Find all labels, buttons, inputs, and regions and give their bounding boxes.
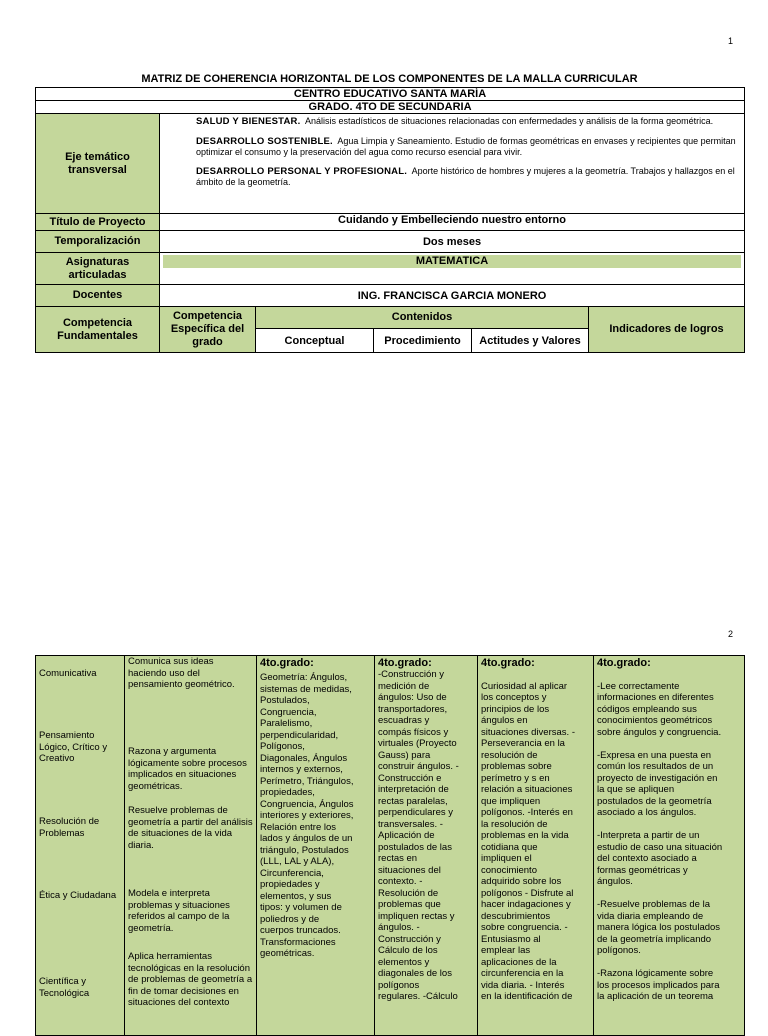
competencia-resolucion: Resolución de Problemas (39, 816, 100, 839)
actitudes-text: Curiosidad al aplicar los conceptos y principios de los ángulos en situaciones diversas. - Perseverancia en la resolución de problemas sobre perímetro y s en relación a situaciones que impliquen polígonos. -Interés en la resolución de problemas en la vida cotidiana que impliquen el conocimiento adquirido sobre los polígonos - Disfrute al hacer indagaciones y descubrimientos sobre congruencia. - Entusiasmo al emplear las aplicaciones de la circunferencia en la vida diaria. - Interés en la identificación de (481, 680, 575, 1002)
conceptual-cell (257, 656, 375, 1036)
asignaturas-label: Asignaturas articuladas (36, 253, 160, 285)
procedimiento-cell (375, 656, 478, 1036)
content-table (35, 655, 745, 1036)
col-competencia-fundamental: Competencia Fundamentales (36, 307, 160, 353)
eje-label: Eje temático transversal (36, 114, 160, 214)
docentes-value: ING. FRANCISCA GARCIA MONERO (160, 285, 745, 307)
asignaturas-cell (160, 253, 745, 285)
competencia-comunicativa: Comunicativa (39, 668, 97, 679)
col-competencia-especifica: Competencia Específica del grado (160, 307, 256, 353)
grade-title: GRADO. 4TO DE SECUNDARIA (36, 101, 745, 114)
especifica-3: Resuelve problemas de geometría a partir del análisis de situaciones de la vida diaria. (128, 805, 253, 851)
document-title: MATRIZ DE COHERENCIA HORIZONTAL DE LOS COMPONENTES DE LA MALLA CURRICULAR (141, 73, 638, 85)
competencias-especificas-cell (125, 656, 257, 1036)
indicadores-cell (594, 656, 745, 1036)
col-indicadores: Indicadores de logros (589, 307, 745, 353)
actitudes-cell (478, 656, 594, 1036)
procedimiento-text: -Construcción y medición de ángulos: Uso de transportadores, escuadras y compás físicos y virtuales (Proyecto Gauss) para construir ángulos. - Construcción e interpretación de rectas paralelas, perpendiculares y transversales. - Aplicación de postulados de las rectas en situaciones del contexto. - Resolución de problemas que impliquen rectas y ángulos. - Construcción y Cálculo de los elementos y diagonales de los polígonos regulares. -Cálculo (378, 669, 459, 1002)
col-actitudes: Actitudes y Valores (472, 329, 589, 353)
page-number: 1 (728, 36, 734, 46)
grade-label-conceptual: 4to.grado: (260, 657, 314, 669)
conceptual-text: Geometría: Ángulos, sistemas de medidas, Postulados, Congruencia, Paralelismo, perpendicularidad, Polígonos, Diagonales, Ángulos internos y externos, Perímetro, Triángulos, propiedades, Congruencia, Ángulos interiores y exteriores, Relación entre los lados y ángulos de un triángulo, Postulados (LLL, LAL y ALA), Circunferencia, propiedades y elementos, y sus tipos: y volumen de poliedros y de cuerpos truncados. Transformaciones geométricas. (260, 672, 354, 959)
grade-label-actitudes: 4to.grado: (481, 657, 535, 669)
titulo-label: Título de Proyecto (36, 214, 160, 231)
asignatura-value: MATEMATICA (163, 255, 741, 268)
eje-item-sostenible: DESARROLLO SOSTENIBLE. Agua Limpia y Saneamiento. Estudio de formas geométricas en envases y recipientes que permitan optimizar el consumo y la preservación del agua como recurso esencial para vivir. (196, 136, 736, 157)
especifica-4: Modela e interpreta problemas y situaciones referidos al campo de la geometría. (128, 888, 230, 934)
temporalizacion-label: Temporalización (36, 231, 160, 253)
eje-item-salud: SALUD Y BIENESTAR. Análisis estadísticos de situaciones relacionadas con enfermedades y análisis de la forma geométrica. (196, 116, 714, 127)
grade-label-procedimiento: 4to.grado: (378, 657, 432, 669)
temporalizacion-value: Dos meses (160, 231, 745, 253)
header-table (35, 87, 745, 353)
indicadores-text: -Lee correctamente informaciones en diferentes códigos empleando sus conocimientos geométricos sobre ángulos y congruencia. -Expresa en una puesta en común los resultados de un proyecto de investigación en la que se apliquen postulados de la geometría asociado a los ángulos. -Interpreta a partir de un estudio de caso una situación del contexto asociado a formas geométricas y ángulos. -Resuelve problemas de la vida diaria empleando de manera lógica los postulados de la geometría implicando polígonos. -Razona lógicamente sobre los procesos implicados para la aplicación de un teorema (597, 680, 723, 1002)
competencia-pensamiento: Pensamiento Lógico, Crítico y Creativo (39, 730, 108, 764)
docentes-label: Docentes (36, 285, 160, 307)
competencia-etica: Ética y Ciudadana (39, 890, 117, 901)
school-name: CENTRO EDUCATIVO SANTA MARÍA (36, 88, 745, 101)
competencia-cientifica: Científica y Tecnológica (39, 976, 90, 999)
col-conceptual: Conceptual (256, 329, 374, 353)
grade-label-indicadores: 4to.grado: (597, 657, 651, 669)
especifica-1: Comunica sus ideas haciendo uso del pensamiento geométrico. (128, 656, 235, 690)
competencias-fundamentales-cell (36, 656, 125, 1036)
eje-item-personal: DESARROLLO PERSONAL Y PROFESIONAL. Aporte histórico de hombres y mujeres a la geometría. Trabajos y hallazgos en el ámbito de la geometría. (196, 166, 735, 187)
especifica-2: Razona y argumenta lógicamente sobre procesos implicados en situaciones geométricas. (128, 746, 247, 792)
col-procedimiento: Procedimiento (374, 329, 472, 353)
especifica-5: Aplica herramientas tecnológicas en la resolución de problemas de geometría a fin de tomar decisiones en situaciones del contexto (128, 951, 253, 1008)
eje-content (160, 114, 745, 214)
page-number-2: 2 (728, 629, 734, 639)
col-contenidos: Contenidos (256, 307, 589, 329)
titulo-value: Cuidando y Embelleciendo nuestro entorno (160, 214, 745, 231)
